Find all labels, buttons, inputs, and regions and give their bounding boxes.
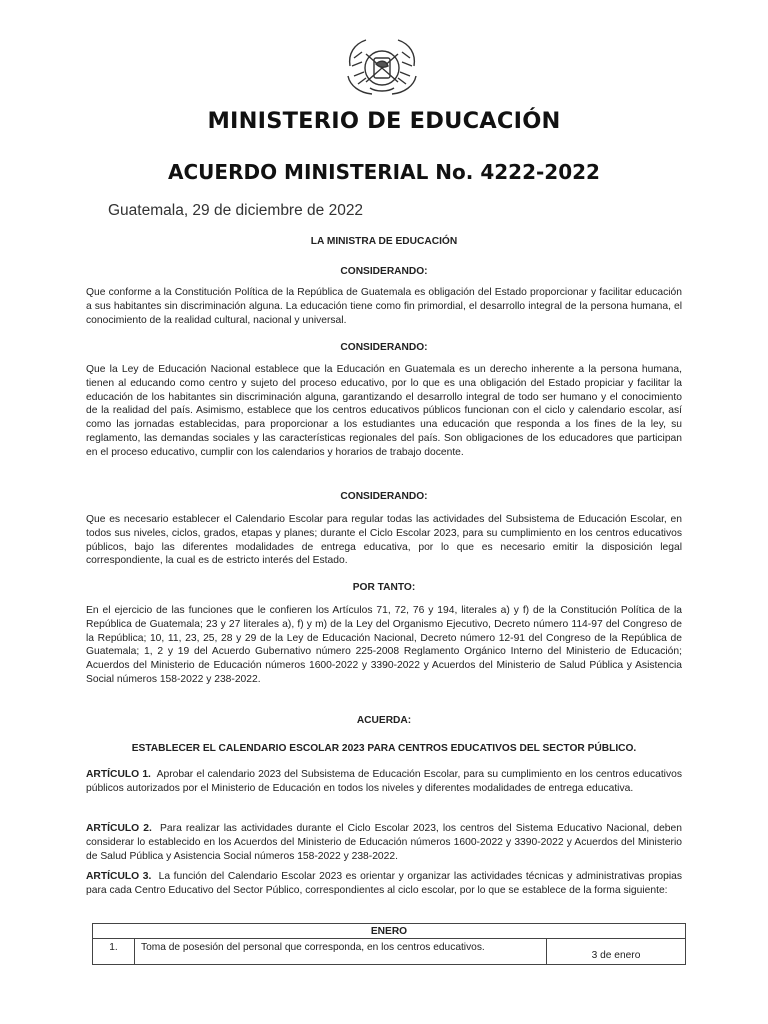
article-3-text: La función del Calendario Escolar 2023 es orientar y organizar las actividades técnicas y administrativas propias para cada Centro Educativo del Sector Público, correspondientes al ciclo escolar, por lo que se establece de la forma siguiente: <box>86 871 682 896</box>
ministry-title: MINISTERIO DE EDUCACIÓN <box>207 108 561 134</box>
guatemala-coat-of-arms-icon <box>340 36 424 98</box>
article-1-text: Aprobar el calendario 2023 del Subsistema de Educación Escolar, para su cumplimiento en los centros educativos públicos autorizados por el Ministerio de Educación en todos los niveles y diferentes modalidades de entrega educativa. <box>86 769 682 794</box>
considerando-paragraph-2: Que la Ley de Educación Nacional establece que la Educación en Guatemala es un derecho inherente a la persona humana, tienen al educando como centro y sujeto del proceso educativo, por lo que es una obligación del Estado propiciar y facilitar la educación de los habitantes sin discriminación alguna, garantizando el desarrollo integral de todo ser humano y el conocimiento de la realidad del país. Asimismo, establece que los centros educativos públicos funcionan con el ciclo y calendario escolar, así como las jornadas establecidas, para proporcionar a los estudiantes una educación que responda a los fines de la ley, su reglamento, las demandas sociales y las características regionales del país. Son obligaciones de los educadores que participan en el proceso educativo, cumplir con los calendarios y horarios de trabajo docente. <box>86 364 682 458</box>
decree-title: ACUERDO MINISTERIAL No. 4222-2022 <box>168 160 600 184</box>
article-2-label: ARTÍCULO 2. <box>86 823 152 834</box>
schedule-table <box>92 923 686 965</box>
considerando-paragraph-3: Que es necesario establecer el Calendario Escolar para regular todas las actividades del Subsistema de Educación Escolar, en todos sus niveles, ciclos, grados, etapas y planes; durante el Ciclo Escolar 2023, para su cumplimiento en los centros educativos públicos, bajo las diferentes modalidades de entrega educativa, por lo que es necesario emitir la disposición legal correspondiente, la cual es de estricto interés del Estado. <box>86 514 682 567</box>
acuerda-heading: ACUERDA: <box>356 715 412 726</box>
por-tanto-paragraph: En el ejercicio de las funciones que le confieren los Artículos 71, 72, 76 y 194, literales a) y f) de la Constitución Política de la República de Guatemala; 23 y 27 literales a), f) y m) de la Ley del Organismo Ejecutivo, Decreto número 114-97 del Congreso de la República; 10, 11, 23, 25, 28 y 29 de la Ley de Educación Nacional, Decreto número 12-91 del Congreso de la República de Guatemala; 1, 2 y 19 del Acuerdo Gubernativo número 225-2008 Reglamento Orgánico Interno del Ministerio de Educación; Acuerdos del Ministerio de Educación números 1600-2022 y 3390-2022 y Acuerdos del Ministerio de Salud Pública y Asistencia Social números 158-2022 y 238-2022. <box>86 605 682 685</box>
table-row <box>93 939 686 965</box>
considerando-heading-1: CONSIDERANDO: <box>340 266 428 277</box>
article-1-label: ARTÍCULO 1. <box>86 769 151 780</box>
schedule-row-activity: Toma de posesión del personal que corresponda, en los centros educativos. <box>135 939 547 965</box>
article-2-text: Para realizar las actividades durante el Ciclo Escolar 2023, los centros del Sistema Educativo Nacional, deben considerar lo establecido en los Acuerdos del Ministerio de Educación números 1600-2022 y 3390-2022 y Acuerdos del Ministerio de Salud Pública y Asistencia Social números 158-2022 y 238-2022. <box>86 823 682 862</box>
schedule-row-date: 3 de enero <box>547 939 686 965</box>
article-3 <box>86 870 682 898</box>
schedule-row-number: 1. <box>93 939 135 965</box>
article-2 <box>86 822 682 863</box>
considerando-heading-2: CONSIDERANDO: <box>340 342 428 353</box>
article-1 <box>86 768 682 796</box>
por-tanto-heading: POR TANTO: <box>352 582 416 593</box>
place-date: Guatemala, 29 de diciembre de 2022 <box>108 202 364 219</box>
considerando-heading-3: CONSIDERANDO: <box>340 491 428 502</box>
acuerda-subheading: ESTABLECER EL CALENDARIO ESCOLAR 2023 PARA CENTROS EDUCATIVOS DEL SECTOR PÚBLICO. <box>131 743 637 754</box>
considerando-paragraph-1: Que conforme a la Constitución Política de la República de Guatemala es obligación del Estado proporcionar y facilitar educación a sus habitantes sin discriminación alguna. La educación tiene como fin primordial, el desarrollo integral de la persona humana, el conocimiento de la realidad cultural, nacional y universal. <box>86 287 682 326</box>
schedule-month-header: ENERO <box>93 924 686 939</box>
issuer-heading: LA MINISTRA DE EDUCACIÓN <box>310 236 458 247</box>
article-3-label: ARTÍCULO 3. <box>86 871 152 882</box>
